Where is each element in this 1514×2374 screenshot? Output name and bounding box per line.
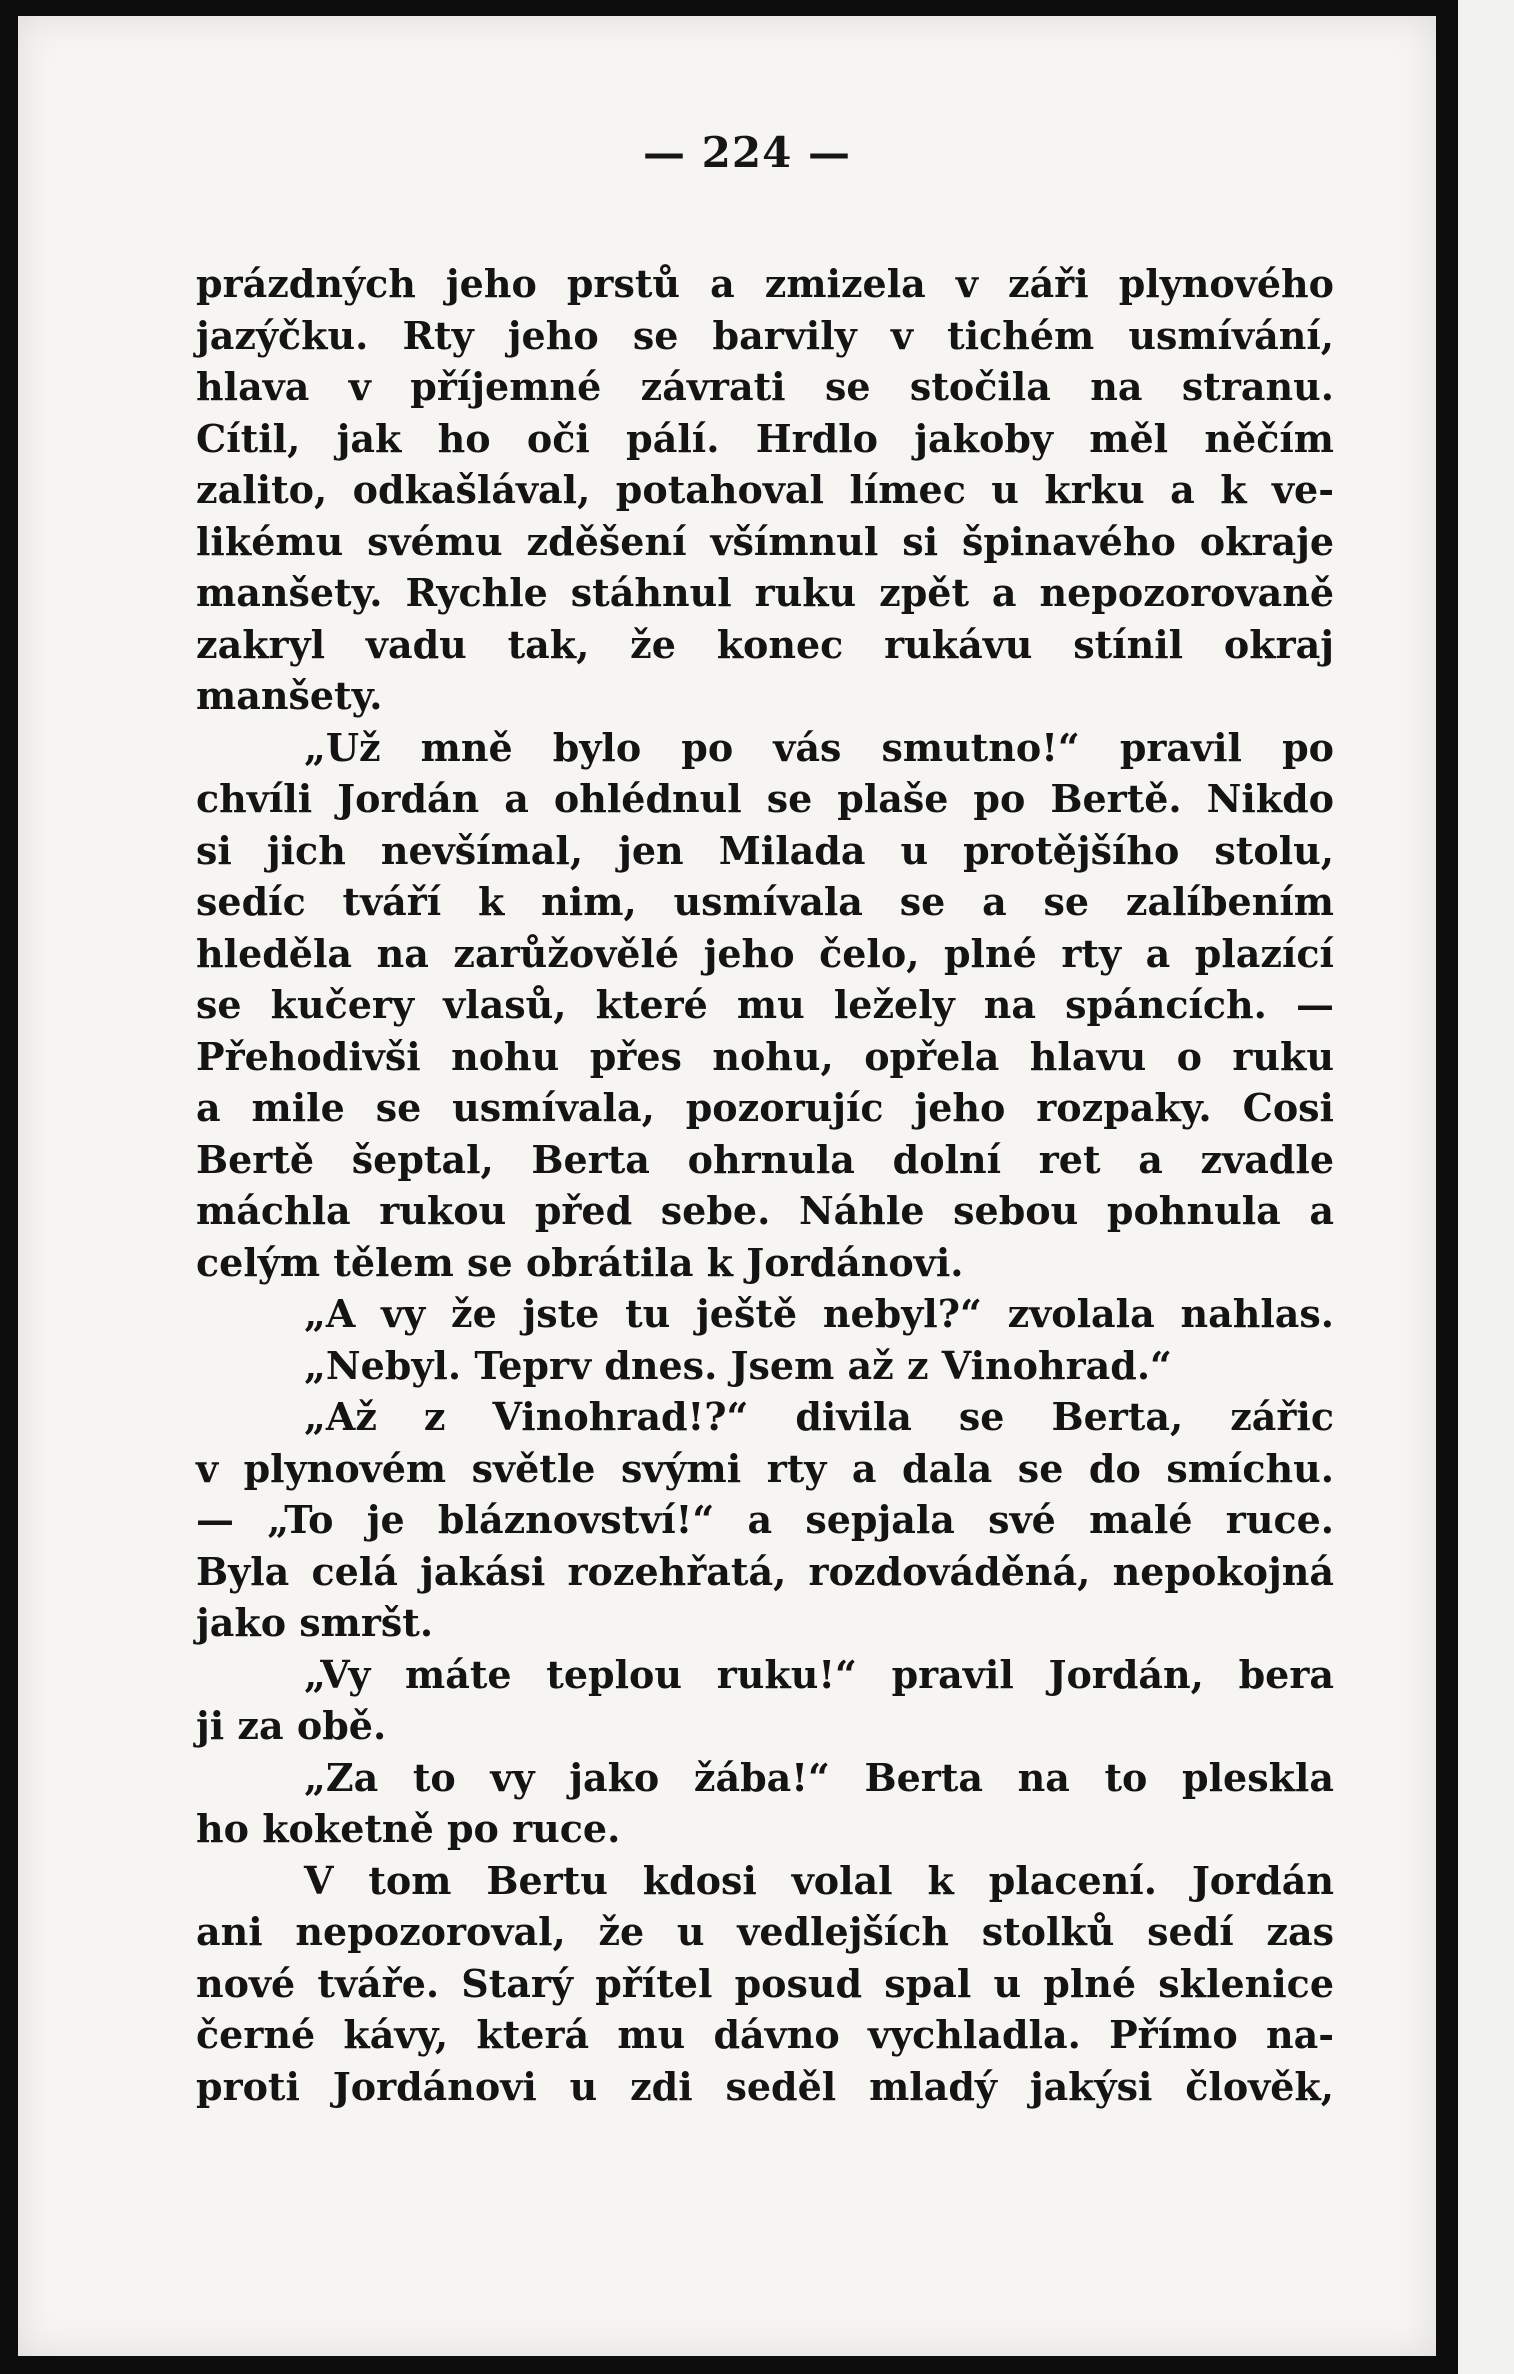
- text-line: Bertě šeptal, Berta ohrnula dolní ret a zvadle: [196, 1136, 1334, 1182]
- adjacent-page-edge: [1448, 0, 1514, 2374]
- text-line: „A vy že jste tu ještě nebyl?“ zvolala nahlas.: [304, 1291, 1334, 1336]
- text-line: „Až z Vinohrad!?“ divila se Berta, zářic: [304, 1394, 1334, 1439]
- text-line: se kučery vlasů, které mu ležely na spáncích. —: [196, 982, 1334, 1027]
- text-line: celým tělem se obrátila k Jordánovi.: [196, 1239, 964, 1285]
- text-line: hlava v příjemné závrati se stočila na stranu.: [196, 364, 1334, 409]
- text-line: prázdných jeho prstů a zmizela v záři plynového: [196, 261, 1334, 306]
- text-line: proti Jordánovi u zdi seděl mladý jakýsi člověk,: [196, 2063, 1334, 2109]
- body-text: [196, 258, 1334, 2112]
- text-line: manšety. Rychle stáhnul ruku zpět a nepozorovaně: [196, 570, 1334, 615]
- text-line: sedíc tváří k nim, usmívala se a se zalíbením: [196, 879, 1334, 924]
- text-line: zakryl vadu tak, že konec rukávu stínil okraj: [196, 621, 1334, 667]
- text-line: ani nepozoroval, že u vedlejších stolků sedí zas: [196, 1909, 1334, 1954]
- text-line: likému svému zděšení všímnul si špinavého okraje: [196, 518, 1334, 564]
- page-number: — 224 —: [643, 128, 851, 177]
- text-line: — „To je bláznovství!“ a sepjala své malé ruce.: [196, 1497, 1334, 1542]
- text-line: černé kávy, která mu dávno vychladla. Přímo na-: [196, 2012, 1334, 2057]
- text-line: ji za obě.: [196, 1703, 387, 1748]
- text-line: hleděla na zarůžovělé jeho čelo, plné rty a plazící: [196, 930, 1334, 976]
- page-gutter-shadow: [1448, 0, 1458, 2374]
- text-line: ho koketně po ruce.: [196, 1806, 621, 1851]
- text-line: a mile se usmívala, pozorujíc jeho rozpaky. Cosi: [196, 1085, 1334, 1130]
- text-line: V tom Bertu kdosi volal k placení. Jordán: [304, 1857, 1334, 1903]
- text-line: „Už mně bylo po vás smutno!“ pravil po: [304, 724, 1334, 770]
- text-line: jazýčku. Rty jeho se barvily v tichém usmívání,: [196, 312, 1334, 358]
- text-line: chvíli Jordán a ohlédnul se plaše po Bertě. Nikdo: [196, 776, 1334, 821]
- text-line: zalito, odkašlával, potahoval límec u krku a k ve-: [196, 467, 1334, 512]
- text-line: jako smršt.: [196, 1600, 434, 1645]
- text-line: máchla rukou před sebe. Náhle sebou pohnula a: [196, 1188, 1334, 1233]
- text-line: „Za to vy jako žába!“ Berta na to pleskla: [304, 1754, 1334, 1800]
- text-line: Cítil, jak ho oči pálí. Hrdlo jakoby měl něčím: [196, 415, 1334, 461]
- text-line: Byla celá jakási rozehřatá, rozdováděná, nepokojná: [196, 1548, 1334, 1594]
- text-line: nové tváře. Starý přítel posud spal u plné sklenice: [196, 1960, 1334, 2006]
- text-line: manšety.: [196, 673, 383, 718]
- text-line: si jich nevšímal, jen Milada u protějšího stolu,: [196, 827, 1334, 873]
- text-line: Přehodivši nohu přes nohu, opřela hlavu o ruku: [196, 1033, 1334, 1079]
- text-line: „Vy máte teplou ruku!“ pravil Jordán, bera: [304, 1651, 1334, 1697]
- text-line: v plynovém světle svými rty a dala se do smíchu.: [196, 1445, 1334, 1491]
- text-line: „Nebyl. Teprv dnes. Jsem až z Vinohrad.“: [304, 1342, 1172, 1388]
